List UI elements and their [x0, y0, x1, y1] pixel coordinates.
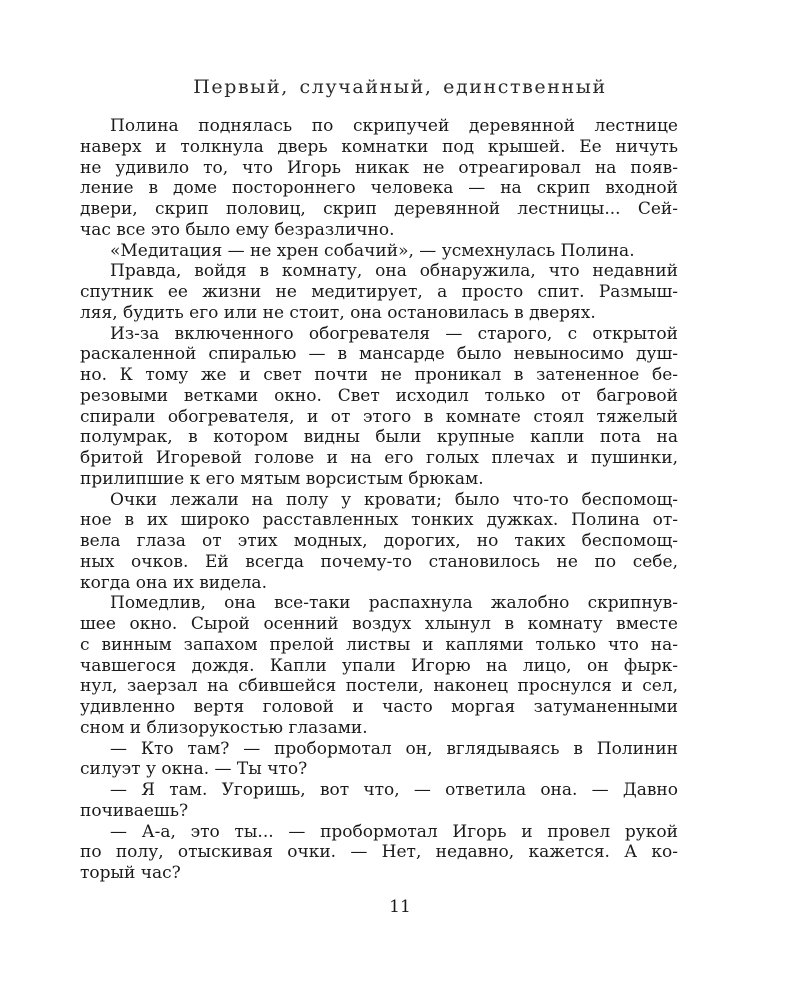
- text-line: чавшегося дождя. Капли упали Игорю на лицо, он фырк-: [80, 655, 678, 676]
- text-line: почиваешь?: [80, 800, 189, 821]
- text-line: час все это было ему безразлично.: [80, 219, 395, 240]
- text-line: — Я там. Угоришь, вот что, — ответила она. — Давно: [110, 780, 678, 800]
- text-line: прилипшие к его мятым ворсистым брюкам.: [80, 468, 484, 489]
- text-line: вела глаза от этих модных, дорогих, но таких беспомощ-: [80, 531, 678, 551]
- text-line: резовыми ветками окно. Свет исходил только от багровой: [80, 385, 678, 406]
- text-line: раскаленной спиралью — в мансарде было невыносимо душ-: [80, 344, 678, 365]
- text-line: силуэт у окна. — Ты что?: [80, 759, 308, 780]
- running-header: Первый, случайный, единственный: [193, 76, 607, 98]
- text-line: «Медитация — не хрен собачий», — усмехнулась Полина.: [110, 240, 635, 261]
- text-line: Помедлив, она все-таки распахнула жалобно скрипнув-: [110, 593, 678, 614]
- text-line: спутник ее жизни не медитирует, а просто спит. Размыш-: [80, 282, 678, 302]
- text-line: двери, скрип половиц, скрип деревянной лестницы... Сей-: [80, 199, 678, 219]
- text-line: ление в доме постороннего человека — на скрип входной: [80, 178, 678, 199]
- text-line: но. К тому же и свет почти не проникал в затененное бе-: [80, 365, 678, 385]
- text-line: с винным запахом прелой листвы и каплями только что на-: [80, 634, 678, 655]
- text-line: ное в их широко расставленных тонких дужках. Полина от-: [80, 510, 678, 531]
- text-line: Из-за включенного обогревателя — старого, с открытой: [110, 323, 678, 344]
- text-line: по полу, отыскивая очки. — Нет, недавно, кажется. А ко-: [80, 842, 678, 863]
- text-line: полумрак, в котором видны были крупные капли пота на: [80, 427, 678, 448]
- text-line: бритой Игоревой голове и на его голых плечах и пушинки,: [80, 448, 678, 468]
- page-number: 11: [389, 897, 411, 917]
- text-line: ных очков. Ей всегда почему-то становилось не по себе,: [80, 551, 678, 572]
- text-line: ляя, будить его или не стоит, она остановилась в дверях.: [80, 302, 596, 323]
- text-line: — Кто там? — пробормотал он, вглядываясь в Полинин: [110, 738, 678, 759]
- text-line: Очки лежали на полу у кровати; было что-то беспомощ-: [110, 489, 678, 510]
- body-text: [80, 116, 678, 884]
- text-line: — А-а, это ты... — пробормотал Игорь и провел рукой: [110, 821, 678, 842]
- text-line: сном и близорукостью глазами.: [80, 717, 368, 738]
- text-line: не удивило то, что Игорь никак не отреагировал на появ-: [80, 157, 678, 178]
- text-line: удивленно вертя головой и часто моргая затуманенными: [80, 697, 678, 717]
- text-line: наверх и толкнула дверь комнатки под крышей. Ее ничуть: [80, 136, 678, 157]
- text-line: спирали обогревателя, и от этого в комнате стоял тяжелый: [80, 406, 678, 427]
- text-line: торый час?: [80, 863, 181, 883]
- text-line: Правда, войдя в комнату, она обнаружила, что недавний: [110, 261, 678, 282]
- text-line: Полина поднялась по скрипучей деревянной лестнице: [110, 116, 678, 136]
- text-line: когда она их видела.: [80, 572, 267, 593]
- text-line: шее окно. Сырой осенний воздух хлынул в комнату вместе: [80, 614, 678, 634]
- text-line: нул, заерзал на сбившейся постели, наконец проснулся и сел,: [80, 676, 678, 697]
